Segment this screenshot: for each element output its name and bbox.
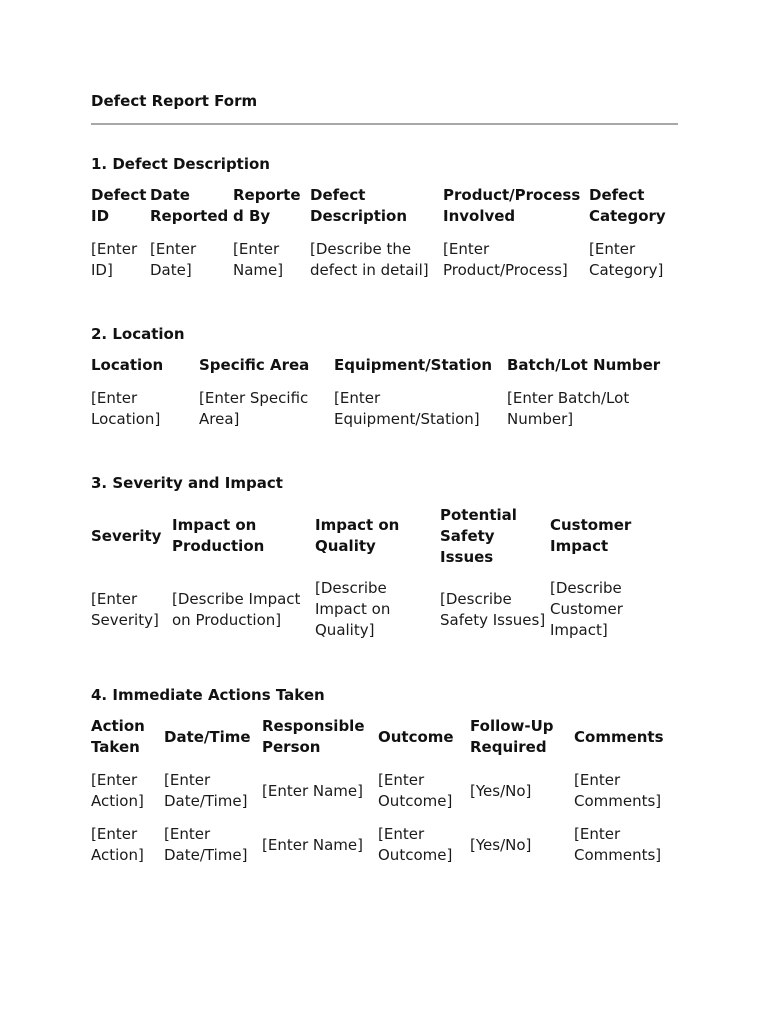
table-cell: [Enter Location] <box>91 389 161 428</box>
section-title: 3. Severity and Impact <box>91 474 283 492</box>
table-cell: [Describe Safety Issues] <box>440 589 546 629</box>
header-cell: Product/Process Involved <box>443 186 581 225</box>
table-cell: [Yes/No] <box>470 781 532 800</box>
table-cell: [Enter Equipment/Station] <box>334 389 480 428</box>
immediate-actions-table <box>91 716 681 866</box>
table-cell: [Enter Product/Process] <box>443 240 568 279</box>
table-cell: [Enter Comments] <box>574 825 662 864</box>
header-cell: Location <box>91 356 164 374</box>
table-cell: [Enter Outcome] <box>378 825 453 864</box>
section-title: 4. Immediate Actions Taken <box>91 686 325 704</box>
header-cell: Comments <box>574 727 664 746</box>
table-cell: [Enter Date/Time] <box>164 825 248 864</box>
header-cell: Specific Area <box>199 356 310 374</box>
table-cell: [Describe Customer Impact] <box>550 579 623 639</box>
header-cell: Date Reported <box>150 186 229 225</box>
table-cell: [Enter Comments] <box>574 771 662 810</box>
table-cell: [Enter Action] <box>91 771 144 810</box>
table-cell: [Enter Severity] <box>91 589 159 629</box>
header-cell: Impact on Production <box>172 516 265 555</box>
table-header-row <box>91 504 671 568</box>
table-header-row <box>91 716 681 758</box>
table-row <box>91 824 681 866</box>
table-row <box>91 388 681 430</box>
table-cell: [Enter Name] <box>233 240 284 279</box>
section-title: 2. Location <box>91 325 185 343</box>
header-cell: Outcome <box>378 727 454 746</box>
table-cell: [Enter Action] <box>91 825 144 864</box>
header-cell: Impact on Quality <box>315 516 400 555</box>
header-cell: Customer Impact <box>550 516 632 555</box>
table-cell: [Enter Date] <box>150 240 197 279</box>
table-cell: [Enter Outcome] <box>378 771 453 810</box>
header-cell: Severity <box>91 526 162 545</box>
header-cell: Batch/Lot Number <box>507 356 661 374</box>
table-cell: [Enter Category] <box>589 240 664 279</box>
severity-impact-table <box>91 504 671 641</box>
table-cell: [Yes/No] <box>470 835 532 854</box>
header-cell: Defect ID <box>91 186 147 225</box>
header-cell: Date/Time <box>164 727 251 746</box>
table-header-row <box>91 355 681 376</box>
defect-description-table <box>91 185 691 281</box>
document-title: Defect Report Form <box>91 92 258 110</box>
table-row <box>91 239 691 281</box>
location-table <box>91 355 681 430</box>
table-row <box>91 578 671 641</box>
title-divider <box>91 123 678 125</box>
table-cell: [Enter Name] <box>262 835 363 854</box>
table-cell: [Describe the defect in detail] <box>310 240 429 279</box>
header-cell: Equipment/Station <box>334 356 493 374</box>
header-cell: Defect Description <box>310 186 408 225</box>
header-cell: Responsible Person <box>262 717 365 756</box>
section-title: 1. Defect Description <box>91 155 270 173</box>
header-cell: Reported By <box>233 186 301 225</box>
table-cell: [Describe Impact on Quality] <box>315 579 391 639</box>
table-cell: [Enter Batch/Lot Number] <box>507 389 630 428</box>
table-cell: [Enter Specific Area] <box>199 389 309 428</box>
header-cell: Follow-Up Required <box>470 717 554 756</box>
table-row <box>91 770 681 812</box>
header-cell: Potential Safety Issues <box>440 505 517 566</box>
table-header-row <box>91 185 691 227</box>
table-cell: [Describe Impact on Production] <box>172 589 301 629</box>
header-cell: Defect Category <box>589 186 666 225</box>
table-cell: [Enter Name] <box>262 781 363 800</box>
table-cell: [Enter ID] <box>91 240 138 279</box>
header-cell: Action Taken <box>91 717 145 756</box>
table-cell: [Enter Date/Time] <box>164 771 248 810</box>
